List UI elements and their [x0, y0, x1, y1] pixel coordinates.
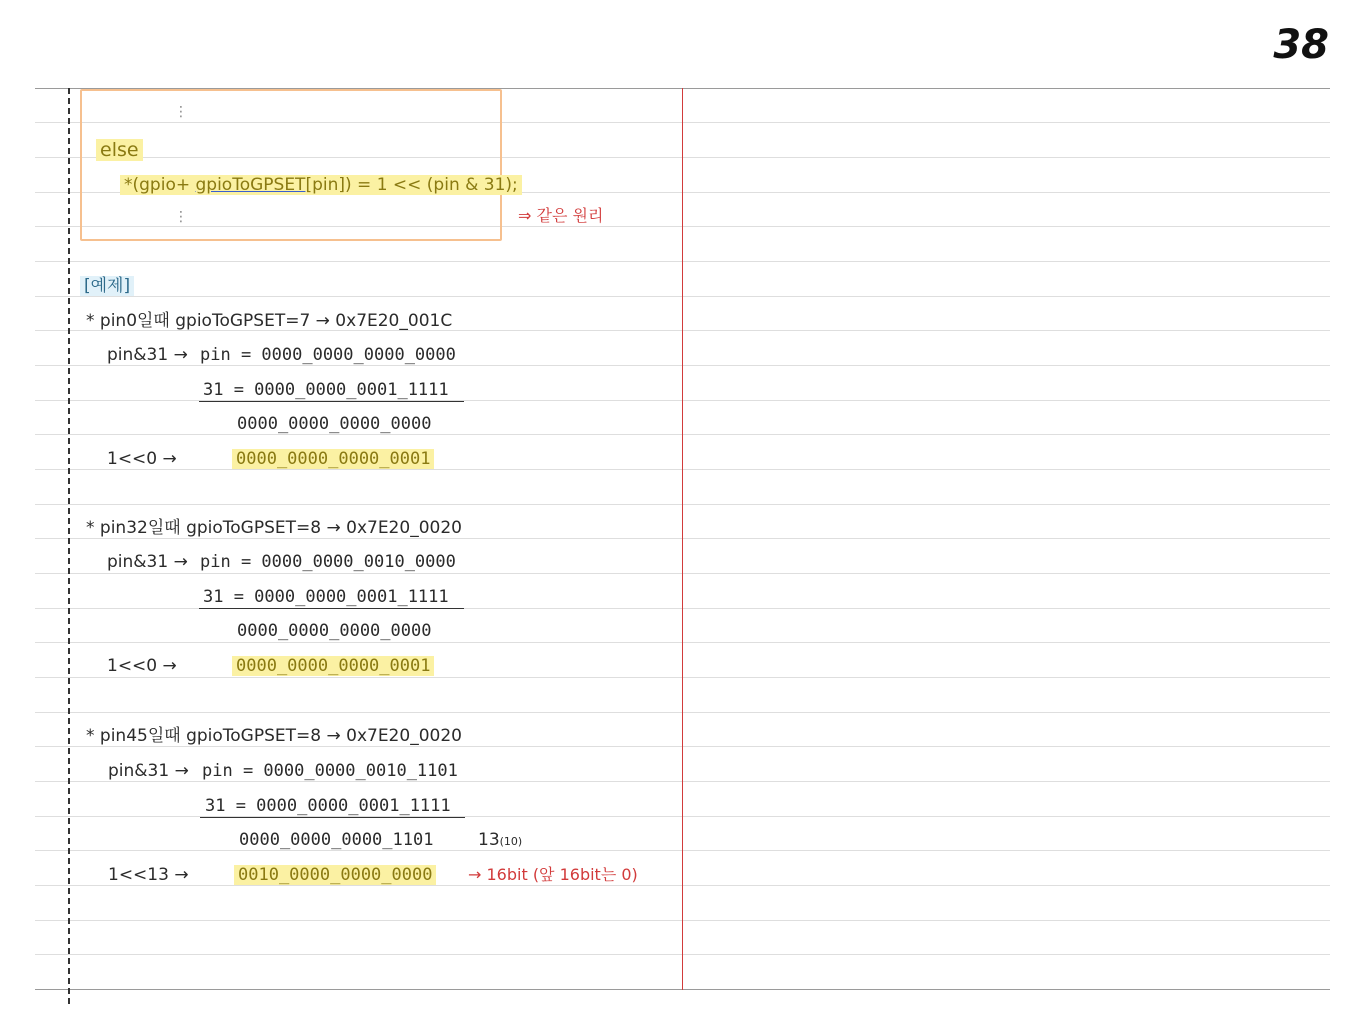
- example-shift-result: [232, 448, 434, 470]
- left-margin-dashed-line: [68, 88, 70, 1004]
- example-mask-line: 31 = 0000_0000_0001_1111: [203, 380, 449, 400]
- example-shift-result: [234, 864, 436, 886]
- example-sum-underline: [199, 608, 464, 609]
- example-pin-line: pin = 0000_0000_0010_0000: [200, 552, 456, 572]
- code-line-func: gpioToGPSET: [195, 175, 306, 195]
- example-label-text: [예제]: [80, 276, 134, 296]
- example-and-result: 0000_0000_0000_1101: [239, 830, 434, 850]
- example-op-label: pin&31 →: [107, 345, 188, 365]
- code-else-keyword: [96, 139, 143, 161]
- decimal-note-base: (10): [499, 835, 523, 848]
- page-number: 38: [1273, 22, 1329, 68]
- example-shift-label: 1<<13 →: [108, 865, 189, 885]
- example-header: * pin32일때 gpioToGPSET=8 → 0x7E20_0020: [86, 518, 462, 538]
- decimal-note-value: 13: [478, 830, 500, 850]
- code-gpset-line: [120, 174, 522, 196]
- example-header: * pin0일때 gpioToGPSET=7 → 0x7E20_001C: [86, 311, 453, 331]
- same-principle-note: ⇒ 같은 원리: [518, 206, 604, 225]
- example-mask-line: 31 = 0000_0000_0001_1111: [203, 587, 449, 607]
- shift-result-highlight: 0000_0000_0000_0001: [232, 656, 434, 676]
- example-shift-result: [232, 655, 434, 677]
- code-ellipsis-bottom: ⋮: [174, 209, 188, 225]
- example-shift-label: 1<<0 →: [107, 656, 177, 676]
- example-op-label: pin&31 →: [108, 761, 189, 781]
- example-pin-line: pin = 0000_0000_0000_0000: [200, 345, 456, 365]
- example-op-label: pin&31 →: [107, 552, 188, 572]
- center-red-divider: [682, 88, 683, 990]
- example-shift-label: 1<<0 →: [107, 449, 177, 469]
- example-sum-underline: [200, 817, 465, 818]
- example-mask-line: 31 = 0000_0000_0001_1111: [205, 796, 451, 816]
- code-line-prefix: *(gpio+: [124, 175, 196, 195]
- shift-note: → 16bit (앞 16bit는 0): [468, 865, 638, 884]
- example-header: * pin45일때 gpioToGPSET=8 → 0x7E20_0020: [86, 726, 462, 746]
- else-highlight: else: [96, 139, 143, 161]
- example-and-result: 0000_0000_0000_0000: [237, 414, 432, 434]
- example-sum-underline: [199, 401, 464, 402]
- shift-result-highlight: 0000_0000_0000_0001: [232, 449, 434, 469]
- code-line-highlight: [120, 175, 522, 195]
- shift-result-highlight: 0010_0000_0000_0000: [234, 865, 436, 885]
- example-label: [80, 275, 134, 297]
- example-and-result: 0000_0000_0000_0000: [237, 621, 432, 641]
- code-snippet-box: [80, 89, 502, 241]
- decimal-note: [478, 829, 522, 853]
- code-line-suffix: [pin]) = 1 << (pin & 31);: [305, 175, 518, 195]
- example-pin-line: pin = 0000_0000_0010_1101: [202, 761, 458, 781]
- code-ellipsis-top: ⋮: [174, 104, 188, 120]
